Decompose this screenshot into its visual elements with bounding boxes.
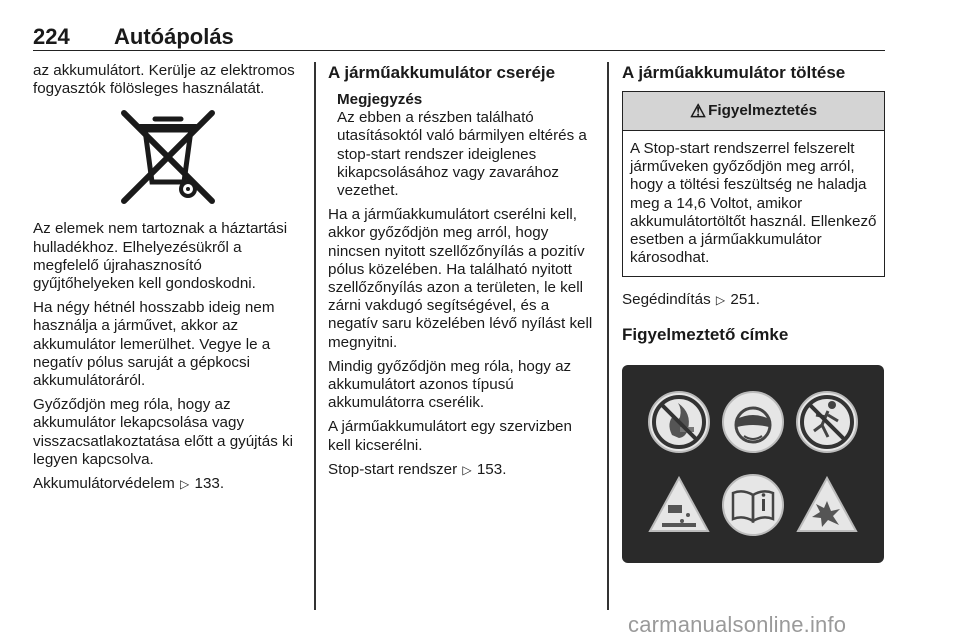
paragraph: Mindig győződjön meg róla, hogy az akkumulátort azonos típusú akkumulátorra cserélik. — [328, 357, 572, 412]
column-2 — [328, 62, 594, 485]
warning-triangle-icon: ⚠ — [689, 100, 707, 121]
warning-box — [622, 91, 885, 277]
column-divider-2 — [607, 62, 609, 610]
paragraph: Ha a járműakkumulátort cserélni kell, akkor győződjön meg arról, hogy nincsen nyitott szellőzőnyílás a pozitív pólus közelében. Ha található nyitott szellőzőnyílás azon a területen, le kell zárni vakdugó segítségével, és a negatív saru közelében lévő nyílást kell megnyitni. — [328, 206, 593, 351]
cross-reference[interactable] — [33, 475, 303, 493]
page-number: 224 — [33, 24, 70, 49]
note-title: Megjegyzés — [337, 91, 423, 108]
cross-reference-page: 251. — [730, 291, 760, 309]
warning-text: A Stop-start rendszerrel felszerelt járműveken győződjön meg arról, hogy a töltési feszültség ne haladja meg a 14,6 Voltot, amikor akkumulátortöltőt használ. Ellenkező esetben a járműakkumulátor károsodhat. — [630, 140, 877, 267]
column-1 — [33, 62, 303, 499]
paragraph: Az elemek nem tartoznak a háztartási hulladékhoz. Elhelyezésükről a megfelelő újrahasznosító gyűjtőhelyeken kell gondoskodni. — [33, 220, 288, 293]
cross-reference-page: 153. — [476, 460, 507, 478]
warning-title: Figyelmeztetés — [708, 101, 818, 119]
arrow-right-icon: ▷ — [715, 293, 726, 308]
column-3 — [622, 62, 885, 563]
arrow-right-icon: ▷ — [462, 462, 472, 477]
cross-reference-text: Stop-start rendszer — [328, 460, 458, 478]
section-heading: Figyelmeztető címke — [622, 324, 789, 344]
warning-header — [623, 92, 884, 131]
arrow-right-icon: ▷ — [180, 477, 190, 492]
battery-warning-label-icon — [622, 365, 884, 563]
section-heading: A járműakkumulátor töltése — [622, 63, 846, 82]
crossed-out-wheelie-bin-icon — [118, 110, 218, 204]
cross-reference-text: Segédindítás — [622, 291, 711, 309]
section-heading: A járműakkumulátor cseréje — [328, 63, 556, 82]
page-header — [33, 22, 885, 51]
note-text: Az ebben a részben található utasításoktól való bármilyen eltérés a stop-start rendszer ideiglenes kikapcsolásához vagy zavarához vezethet. — [337, 109, 587, 200]
keep-children-away-icon — [797, 392, 857, 452]
read-manual-icon — [723, 475, 783, 535]
cross-reference[interactable] — [328, 461, 594, 479]
cross-reference-page: 133. — [194, 475, 225, 493]
column-divider-1 — [314, 62, 316, 610]
note-box — [328, 91, 594, 200]
no-fire-icon — [649, 392, 709, 452]
page-title: Autóápolás — [114, 24, 234, 49]
paragraph: az akkumulátort. Kerülje az elektromos fogyasztók fölösleges használatát. — [33, 62, 295, 98]
paragraph: A járműakkumulátort egy szervizben kell kicserélni. — [328, 418, 572, 454]
cross-reference[interactable] — [622, 291, 885, 309]
eye-protection-icon — [723, 392, 783, 452]
cross-reference-text: Akkumulátorvédelem — [33, 475, 175, 493]
watermark: carmanualsonline.info — [628, 612, 847, 637]
paragraph: Ha négy hétnél hosszabb ideig nem használja a járművet, akkor az akkumulátor lemerülhet. Vegye le a negatív pólus saruját a gépkocsi akkumulátoráról. — [33, 299, 275, 390]
paragraph: Győződjön meg róla, hogy az akkumulátor lekapcsolása vagy visszacsatlakoztatása előtt a gyújtás ki legyen kapcsolva. — [33, 396, 293, 468]
